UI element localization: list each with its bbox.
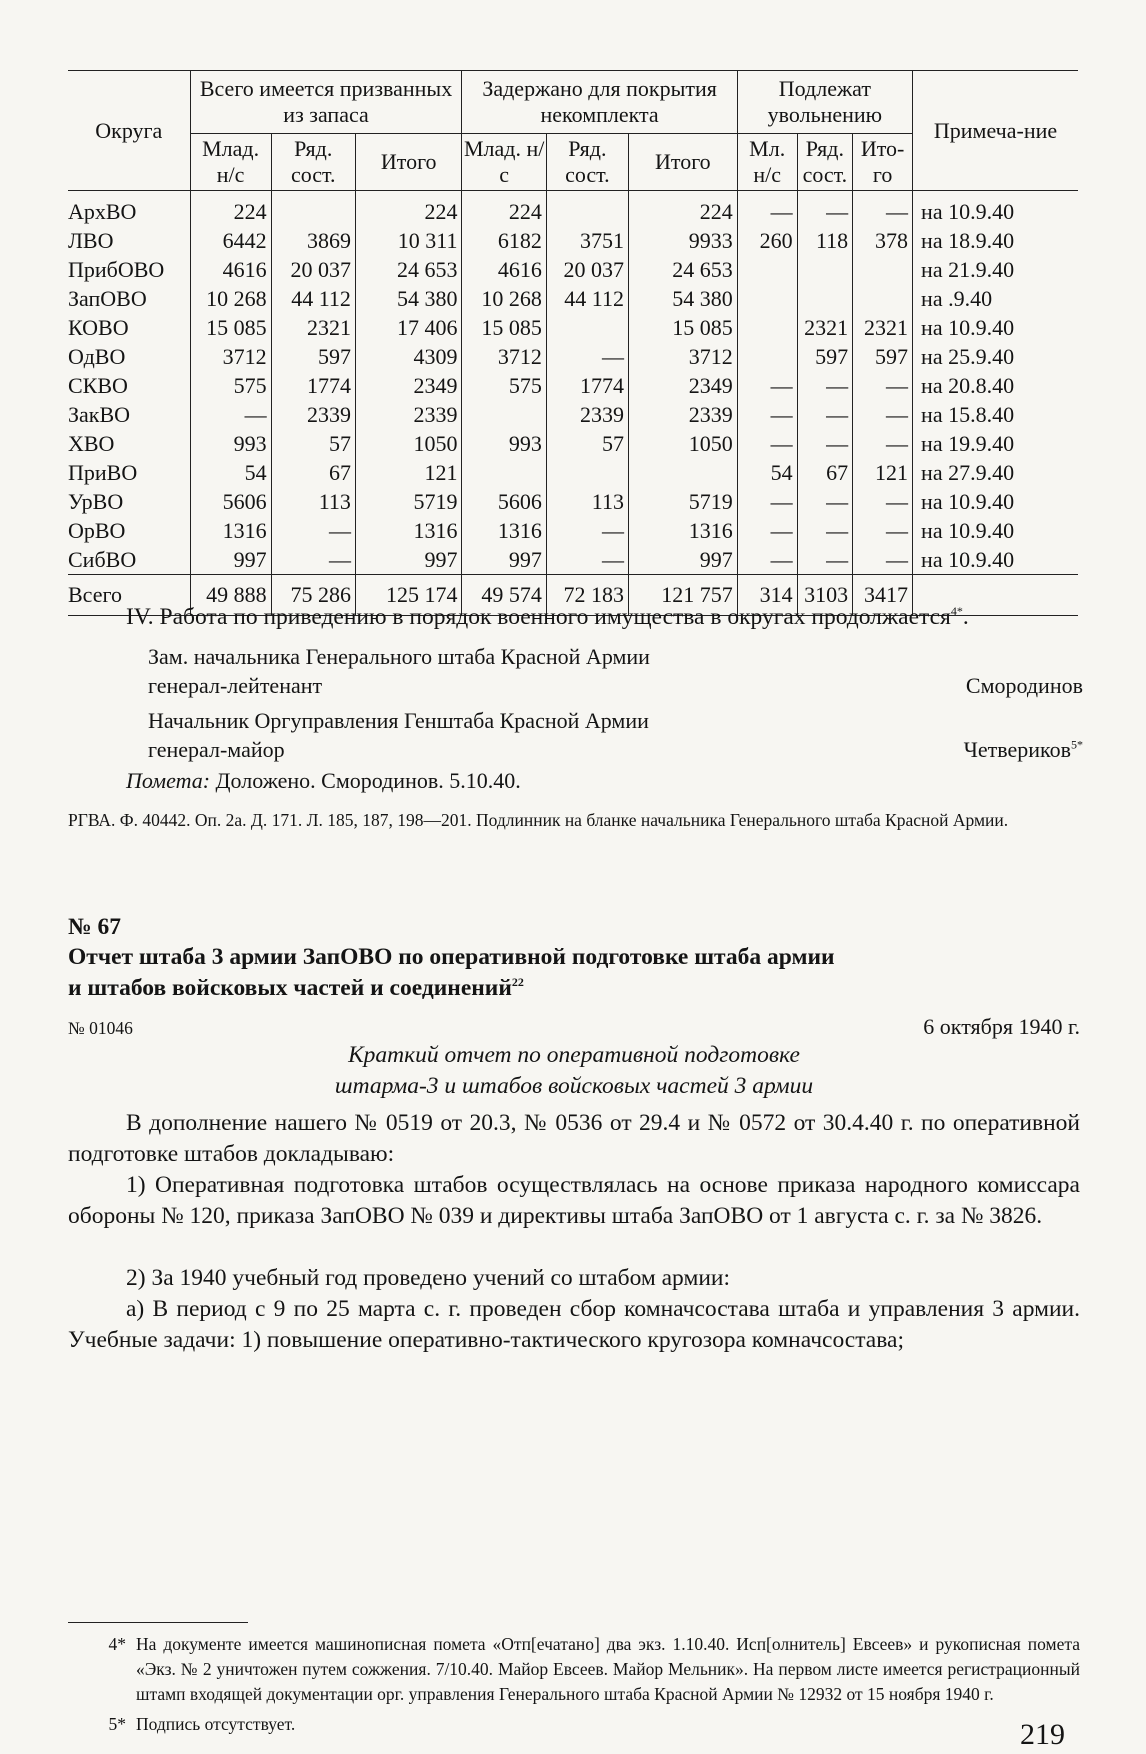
table-cell [628, 458, 737, 487]
table-cell: 1316 [628, 516, 737, 545]
table-cell-note: на 10.9.40 [913, 191, 1078, 227]
table-cell: 2339 [271, 400, 355, 429]
table-row [68, 458, 1078, 487]
footnote-4-mark: 4* [108, 1634, 126, 1654]
table-cell: — [797, 191, 852, 227]
doc-number: № 67 [68, 914, 121, 940]
header-ryad: Ряд. сост. [271, 134, 355, 191]
sig1-rank: генерал-лейтенант [148, 673, 323, 698]
table-cell-name: ОдВО [68, 343, 126, 369]
section-iv-text: IV. Работа по приведению в порядок военного имущества в округах продолжается [126, 604, 951, 630]
section-iv: IV. Работа по приведению в порядок военного имущества в округах продолжается$^{4*}$. [126, 604, 969, 630]
table-cell: 1316 [462, 516, 546, 545]
table-cell-note: на 10.9.40 [913, 313, 1078, 342]
table-cell: 113 [271, 487, 355, 516]
doc-subtitle [68, 1040, 1080, 1102]
table-cell: 57 [271, 429, 355, 458]
table-cell: 3712 [190, 342, 271, 371]
table-cell: 57 [546, 429, 628, 458]
doc-title [68, 942, 1080, 1004]
table-cell: 1316 [355, 516, 462, 545]
table-cell: 9933 [628, 226, 737, 255]
table-cell: 67 [797, 458, 852, 487]
table-cell-note: на 19.9.40 [913, 429, 1078, 458]
table-cell: 54 380 [628, 284, 737, 313]
table-cell: — [737, 429, 797, 458]
table-row [68, 342, 1078, 371]
archive-reference: РГВА. Ф. 40442. Оп. 2а. Д. 171. Л. 185, 187, 198—201. Подлинник на бланке начальника Генерального штаба Красной Армии. [68, 810, 1009, 830]
paragraph-1: В дополнение нашего № 0519 от 20.3, № 0536 от 29.4 и № 0572 от 30.4.40 г. по оперативной подготовке штабов докладываю: [68, 1110, 1080, 1167]
header-itogo-short: Ито-го [853, 134, 913, 191]
table-cell: 54 [190, 458, 271, 487]
table-cell: 997 [355, 545, 462, 575]
footnote-ref-5: 5* [1071, 737, 1083, 752]
table-cell: 997 [190, 545, 271, 575]
table-cell: — [797, 371, 852, 400]
table-cell [853, 255, 913, 284]
table-cell: 54 380 [355, 284, 462, 313]
table-cell: 2349 [628, 371, 737, 400]
table-cell [797, 255, 852, 284]
table-cell: 1316 [190, 516, 271, 545]
table-cell: 2339 [628, 400, 737, 429]
table-cell: — [797, 429, 852, 458]
header-mlad: Млад. н/с [462, 134, 546, 191]
table-row [68, 429, 1078, 458]
table-cell-name: ПриВО [68, 459, 138, 485]
sig2-name: Четвериков [963, 737, 1071, 762]
table-cell-name: УрВО [68, 488, 124, 514]
table-cell: 224 [190, 191, 271, 227]
table-cell-note: на 10.9.40 [913, 516, 1078, 545]
table-cell-name: ХВО [68, 430, 115, 456]
table-row [68, 487, 1078, 516]
header-ryad: Ряд. сост. [546, 134, 628, 191]
table-cell: — [271, 516, 355, 545]
table-cell: 4616 [462, 255, 546, 284]
table-cell: — [546, 516, 628, 545]
table-cell-name: Всего [68, 575, 190, 616]
table-cell-name: СибВО [68, 546, 137, 572]
header-ml: Мл. н/с [737, 134, 797, 191]
table-cell [737, 255, 797, 284]
header-mlad: Млад. н/с [190, 134, 271, 191]
table-cell-name: АрхВО [68, 198, 137, 224]
table-cell: — [546, 342, 628, 371]
table-cell: 224 [462, 191, 546, 227]
table-cell-note: на .9.40 [913, 284, 1078, 313]
header-group-held: Задержано для покрытия некомплекта [462, 71, 737, 134]
table-cell: — [737, 487, 797, 516]
table-cell: 3712 [628, 342, 737, 371]
table-cell: 67 [271, 458, 355, 487]
header-group-release: Подлежат увольнению [737, 71, 912, 134]
table-cell-note: на 15.8.40 [913, 400, 1078, 429]
table-row [68, 191, 1078, 227]
table-cell: 75 286 [271, 575, 355, 616]
table-cell: 3103 [797, 575, 852, 616]
table-cell: 118 [797, 226, 852, 255]
table-cell-name: ОрВО [68, 517, 126, 543]
table-cell: 2321 [797, 313, 852, 342]
table-cell: 54 [737, 458, 797, 487]
table-row [68, 400, 1078, 429]
table-cell: 10 311 [355, 226, 462, 255]
table-cell: 24 653 [628, 255, 737, 284]
table-cell: 121 [355, 458, 462, 487]
footnote-4 [68, 1632, 1080, 1707]
table-cell: — [797, 545, 852, 575]
sig1-title: Зам. начальника Генерального штаба Красной Армии [148, 644, 650, 669]
table-cell: 378 [853, 226, 913, 255]
table-cell: 597 [271, 342, 355, 371]
signature-block-2 [148, 706, 1083, 764]
footnote-ref-22: 22 [511, 975, 524, 990]
table-cell-note: на 20.8.40 [913, 371, 1078, 400]
table-row [68, 371, 1078, 400]
table-cell: — [853, 400, 913, 429]
table-cell: 6182 [462, 226, 546, 255]
table-cell: 6442 [190, 226, 271, 255]
paragraph-4: а) В период с 9 по 25 марта с. г. проведен сбор комначсостава штаба и управления 3 армии. Учебные задачи: 1) повышение оперативно-тактического кругозора комначсостава; [68, 1296, 1080, 1353]
table-cell: — [797, 487, 852, 516]
footnote-5-text: Подпись отсутствует. [136, 1714, 296, 1734]
table-row [68, 284, 1078, 313]
table-cell: — [737, 400, 797, 429]
table-cell [546, 313, 628, 342]
table-cell: 1774 [546, 371, 628, 400]
table-cell: — [853, 516, 913, 545]
table-cell: 15 085 [190, 313, 271, 342]
table-cell [853, 284, 913, 313]
table-row [68, 255, 1078, 284]
header-okruga: Округа [68, 71, 190, 191]
table-cell: 24 653 [355, 255, 462, 284]
table-cell: 597 [853, 342, 913, 371]
header-note: Примеча-ние [913, 71, 1078, 191]
table-cell: 997 [628, 545, 737, 575]
footnote-ref-4: 4* [950, 604, 963, 619]
table-cell-name: ЛВО [68, 227, 114, 253]
header-itogo: Итого [355, 134, 462, 191]
table-cell [737, 313, 797, 342]
table-row [68, 516, 1078, 545]
table-cell: — [737, 191, 797, 227]
table-cell: 5719 [355, 487, 462, 516]
table-cell-note: на 18.9.40 [913, 226, 1078, 255]
header-ryad-short: Ряд. сост. [797, 134, 852, 191]
sig2-title: Начальник Оргуправления Генштаба Красной Армии [148, 708, 649, 733]
table-cell-note: на 10.9.40 [913, 487, 1078, 516]
table-cell: 4616 [190, 255, 271, 284]
table-cell: — [797, 516, 852, 545]
doc-title-line-1: Отчет штаба 3 армии ЗапОВО по оперативной подготовке штаба армии [68, 944, 835, 970]
table-cell: — [853, 429, 913, 458]
table-cell: — [853, 545, 913, 575]
table-cell: — [737, 371, 797, 400]
table-cell [271, 191, 355, 227]
table-cell: 3712 [462, 342, 546, 371]
footnote-separator [68, 1622, 248, 1623]
pometa-text: Доложено. Смородинов. 5.10.40. [215, 768, 521, 793]
doc-title-line-2: и штабов войсковых частей и соединений [68, 975, 512, 1001]
table-cell: 17 406 [355, 313, 462, 342]
pometa [126, 766, 1026, 795]
table-cell: 2339 [546, 400, 628, 429]
footnote-5-mark: 5* [108, 1714, 126, 1734]
table-cell-note: на 10.9.40 [913, 545, 1078, 575]
table-cell: 5606 [190, 487, 271, 516]
table-cell: — [797, 400, 852, 429]
table-cell: 5606 [462, 487, 546, 516]
paragraph-2: 1) Оперативная подготовка штабов осуществлялась на основе приказа народного комиссара обороны № 120, приказа ЗапОВО № 039 и директивы штаба ЗапОВО от 1 августа с. г. за № 3826. [68, 1172, 1080, 1229]
table-cell-name: ПрибОВО [68, 256, 165, 282]
table-cell: 15 085 [628, 313, 737, 342]
table-cell: 2349 [355, 371, 462, 400]
signature-block-1 [148, 642, 1083, 700]
table-cell: 1050 [628, 429, 737, 458]
table-cell: 2339 [355, 400, 462, 429]
table-cell: 113 [546, 487, 628, 516]
table-cell-note: на 21.9.40 [913, 255, 1078, 284]
table-cell: 5719 [628, 487, 737, 516]
table-row [68, 226, 1078, 255]
table-cell: — [737, 516, 797, 545]
table-row [68, 545, 1078, 575]
table-cell: 121 [853, 458, 913, 487]
sig1-name: Смородинов [965, 673, 1083, 698]
table-cell: — [853, 191, 913, 227]
table-cell: 49 888 [190, 575, 271, 616]
table-cell: — [190, 400, 271, 429]
table-cell: — [853, 371, 913, 400]
table-cell: 10 268 [462, 284, 546, 313]
table-cell [797, 284, 852, 313]
table-cell-name: КОВО [68, 314, 129, 340]
doc-subtitle-line-1: Краткий отчет по оперативной подготовке [348, 1042, 800, 1068]
table-cell: 314 [737, 575, 797, 616]
sig2-rank: генерал-майор [148, 737, 285, 762]
table-cell: 3417 [853, 575, 913, 616]
doc-subtitle-line-2: штарма-3 и штабов войсковых частей 3 армии [334, 1073, 814, 1099]
doc-reg-number: № 01046 [68, 1018, 133, 1038]
table-cell [462, 400, 546, 429]
table-cell: — [737, 545, 797, 575]
table-cell [737, 284, 797, 313]
table-cell: 3751 [546, 226, 628, 255]
table-cell: 575 [462, 371, 546, 400]
table-row [68, 313, 1078, 342]
header-itogo: Итого [628, 134, 737, 191]
table-cell: 3869 [271, 226, 355, 255]
table-cell: 72 183 [546, 575, 628, 616]
table-cell: 224 [628, 191, 737, 227]
table-cell: 1774 [271, 371, 355, 400]
table-cell: 575 [190, 371, 271, 400]
doc-date: 6 октября 1940 г. [923, 1014, 1080, 1039]
table-cell: 224 [355, 191, 462, 227]
table-cell: 2321 [271, 313, 355, 342]
table-cell [546, 458, 628, 487]
footnote-5 [68, 1712, 1080, 1737]
table-cell-name: СКВО [68, 372, 128, 398]
table-cell: — [853, 487, 913, 516]
table-cell: — [271, 545, 355, 575]
table-cell: 125 174 [355, 575, 462, 616]
table-cell: 260 [737, 226, 797, 255]
header-group-total: Всего имеется призванных из запаса [190, 71, 462, 134]
table-cell: 121 757 [628, 575, 737, 616]
table-cell: 993 [190, 429, 271, 458]
paragraph-3: 2) За 1940 учебный год проведено учений со штабом армии: [126, 1265, 731, 1291]
table-cell-name: ЗапОВО [68, 285, 147, 311]
table-cell-note: на 27.9.40 [913, 458, 1078, 487]
table-cell: 2321 [853, 313, 913, 342]
table-cell: 10 268 [190, 284, 271, 313]
table-cell-name: ЗакВО [68, 401, 131, 427]
table-cell: 20 037 [271, 255, 355, 284]
table-body [68, 191, 1078, 575]
table-cell: — [546, 545, 628, 575]
pometa-label: Помета: [126, 768, 211, 793]
table-cell: 49 574 [462, 575, 546, 616]
table-cell: 44 112 [546, 284, 628, 313]
footnote-4-text: На документе имеется машинописная помета «Отп[ечатано] два экз. 1.10.40. Исп[олнитель] Евсеев» и рукописная помета «Экз. № 2 уничтожен путем сожжения. 7/10.40. Майор Евсеев. Майор Мельник». На первом листе имеется регистрационный штамп входящей документации орг. управления Генерального штаба Красной Армии № 12932 от 15 ноября 1940 г. [136, 1634, 1080, 1704]
table-cell [546, 191, 628, 227]
table-cell: 597 [797, 342, 852, 371]
table-cell [737, 342, 797, 371]
page-number: 219 [1020, 1718, 1065, 1751]
table-cell [462, 458, 546, 487]
table-cell: 44 112 [271, 284, 355, 313]
table-cell: 20 037 [546, 255, 628, 284]
table-cell: 993 [462, 429, 546, 458]
table-cell-note: на 25.9.40 [913, 342, 1078, 371]
table-cell: 1050 [355, 429, 462, 458]
table-cell: 997 [462, 545, 546, 575]
table-cell: 4309 [355, 342, 462, 371]
table-cell: 15 085 [462, 313, 546, 342]
